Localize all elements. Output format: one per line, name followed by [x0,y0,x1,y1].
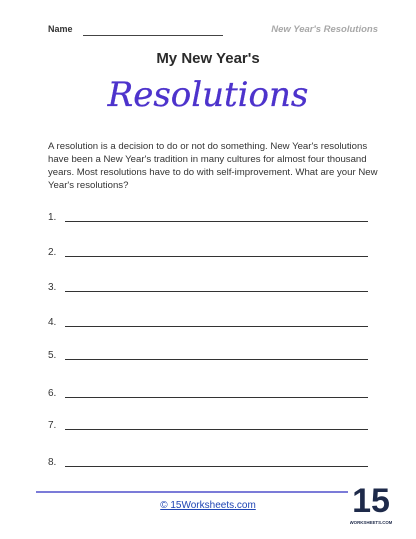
line-number: 6. [48,388,57,399]
line-number: 7. [48,420,57,431]
line-number: 8. [48,457,57,468]
worksheet-title: New Year's Resolutions [271,24,378,35]
answer-rule[interactable] [65,466,368,467]
answer-rule[interactable] [65,397,368,398]
copyright-link[interactable]: © 15Worksheets.com [160,500,256,511]
line-number: 3. [48,282,57,293]
logo-text: WORKSHEETS.COM [350,520,392,525]
resolutions-script-text: Resolutions [107,75,309,115]
answer-rule[interactable] [65,359,368,360]
name-label: Name [48,24,73,34]
answer-line-2[interactable] [48,245,368,261]
answer-rule[interactable] [65,256,368,257]
answer-rule[interactable] [65,221,368,222]
answer-line-3[interactable] [48,280,368,296]
worksheet-header [48,24,378,38]
answer-line-5[interactable] [48,348,368,364]
line-number: 4. [48,317,57,328]
answer-line-6[interactable] [48,386,368,402]
footer-divider [36,491,348,493]
answer-line-8[interactable] [48,455,368,471]
answer-rule[interactable] [65,291,368,292]
resolutions-script-heading [90,62,326,124]
answer-line-7[interactable] [48,418,368,434]
answer-line-1[interactable] [48,210,368,226]
page-title: My New Year's [156,50,260,67]
answer-rule[interactable] [65,326,368,327]
line-number: 5. [48,350,57,361]
intro-paragraph: A resolution is a decision to do or not do something. New Year's resolutions have been a New Year's tradition in many cultures for almost four thousand years. Most resolutions have to do with self-improvement. What are your New Year's resolutions? [48,141,378,191]
fifteen-worksheets-logo [350,478,392,528]
answer-rule[interactable] [65,429,368,430]
answer-line-4[interactable] [48,315,368,331]
name-field-line[interactable] [83,35,223,36]
line-number: 1. [48,212,57,223]
line-number: 2. [48,247,57,258]
logo-number: 15 [352,482,390,520]
